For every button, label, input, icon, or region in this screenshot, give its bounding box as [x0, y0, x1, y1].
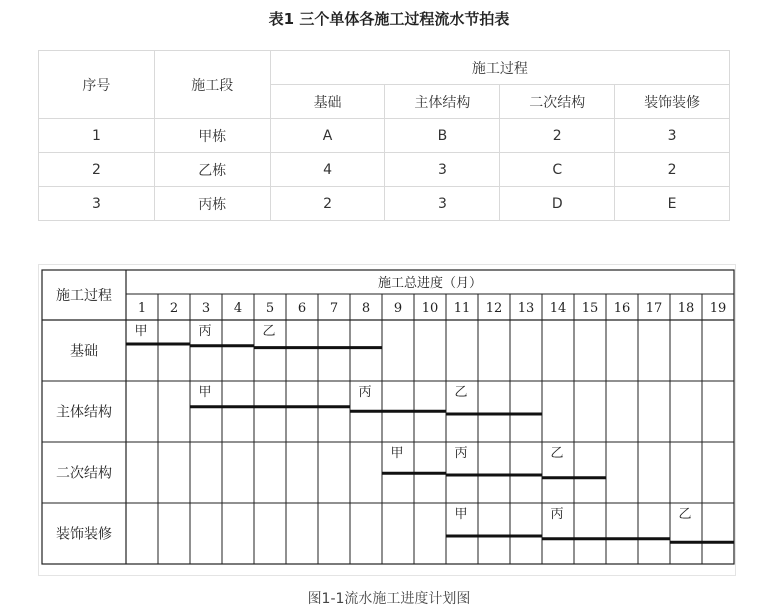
gantt-chart: [39, 265, 735, 575]
gantt-month-label: 3: [201, 301, 211, 316]
header-process: 基础: [270, 85, 385, 119]
table-row: [39, 153, 730, 187]
gantt-bar-label: 丙: [454, 446, 468, 461]
cell-section: 丙栋: [154, 187, 270, 221]
gantt-month-label: 14: [549, 301, 567, 316]
gantt-month-label: 7: [329, 301, 339, 316]
gantt-row-label: 二次结构: [56, 465, 112, 482]
gantt-month-label: 4: [233, 301, 243, 316]
gantt-month-label: 9: [393, 301, 403, 316]
cell-seq: 1: [39, 119, 155, 153]
gantt-bar-label: 甲: [390, 446, 404, 461]
header-process-group: 施工过程: [270, 51, 729, 85]
gantt-month-label: 10: [421, 301, 439, 316]
cell-seq: 3: [39, 187, 155, 221]
cell-seq: 2: [39, 153, 155, 187]
cell-value: B: [385, 119, 500, 153]
gantt-bar-label: 乙: [454, 385, 468, 400]
table-title: 表1 三个单体各施工过程流水节拍表: [268, 10, 510, 28]
gantt-month-label: 8: [361, 301, 371, 316]
gantt-bar-label: 乙: [550, 446, 564, 461]
gantt-row-label: 基础: [70, 343, 98, 360]
cell-value: A: [270, 119, 385, 153]
cell-value: 3: [615, 119, 730, 153]
gantt-bar-label: 甲: [198, 385, 212, 400]
cell-value: 2: [615, 153, 730, 187]
gantt-month-label: 12: [485, 301, 503, 316]
gantt-month-label: 16: [613, 301, 631, 316]
cell-value: 2: [270, 187, 385, 221]
gantt-bar-label: 丙: [358, 385, 372, 400]
header-process: 主体结构: [385, 85, 500, 119]
cell-value: E: [615, 187, 730, 221]
cell-value: D: [500, 187, 615, 221]
cell-value: C: [500, 153, 615, 187]
gantt-month-label: 18: [677, 301, 695, 316]
gantt-month-label: 15: [581, 301, 599, 316]
gantt-month-label: 11: [453, 301, 471, 316]
gantt-bar-label: 甲: [454, 507, 468, 522]
gantt-bar-label: 丙: [198, 324, 212, 339]
gantt-bar-label: 甲: [134, 324, 148, 339]
table-header-row: [39, 51, 730, 85]
gantt-month-label: 5: [265, 301, 275, 316]
gantt-bar-label: 丙: [550, 507, 564, 522]
cell-value: 3: [385, 153, 500, 187]
header-process: 二次结构: [500, 85, 615, 119]
gantt-month-label: 6: [297, 301, 307, 316]
table-row: [39, 187, 730, 221]
cell-section: 乙栋: [154, 153, 270, 187]
gantt-month-label: 2: [169, 301, 179, 316]
gantt-month-label: 19: [709, 301, 727, 316]
table-row: [39, 119, 730, 153]
gantt-row-label: 主体结构: [56, 404, 112, 421]
cell-value: 2: [500, 119, 615, 153]
gantt-month-label: 1: [137, 301, 147, 316]
gantt-figure: [38, 264, 736, 576]
beat-table: [38, 50, 730, 221]
gantt-header-label: 施工总进度（月）: [377, 276, 483, 291]
cell-section: 甲栋: [154, 119, 270, 153]
figure-caption: 图1-1流水施工进度计划图: [307, 591, 471, 607]
gantt-corner-label: 施工过程: [56, 288, 112, 304]
header-seq: 序号: [39, 51, 155, 119]
gantt-row-label: 装饰装修: [56, 526, 112, 543]
header-section: 施工段: [154, 51, 270, 119]
gantt-month-label: 13: [517, 301, 535, 316]
header-process: 装饰装修: [615, 85, 730, 119]
gantt-bar-label: 乙: [262, 324, 276, 339]
gantt-bar-label: 乙: [678, 507, 692, 522]
gantt-month-label: 17: [645, 301, 663, 316]
cell-value: 4: [270, 153, 385, 187]
cell-value: 3: [385, 187, 500, 221]
